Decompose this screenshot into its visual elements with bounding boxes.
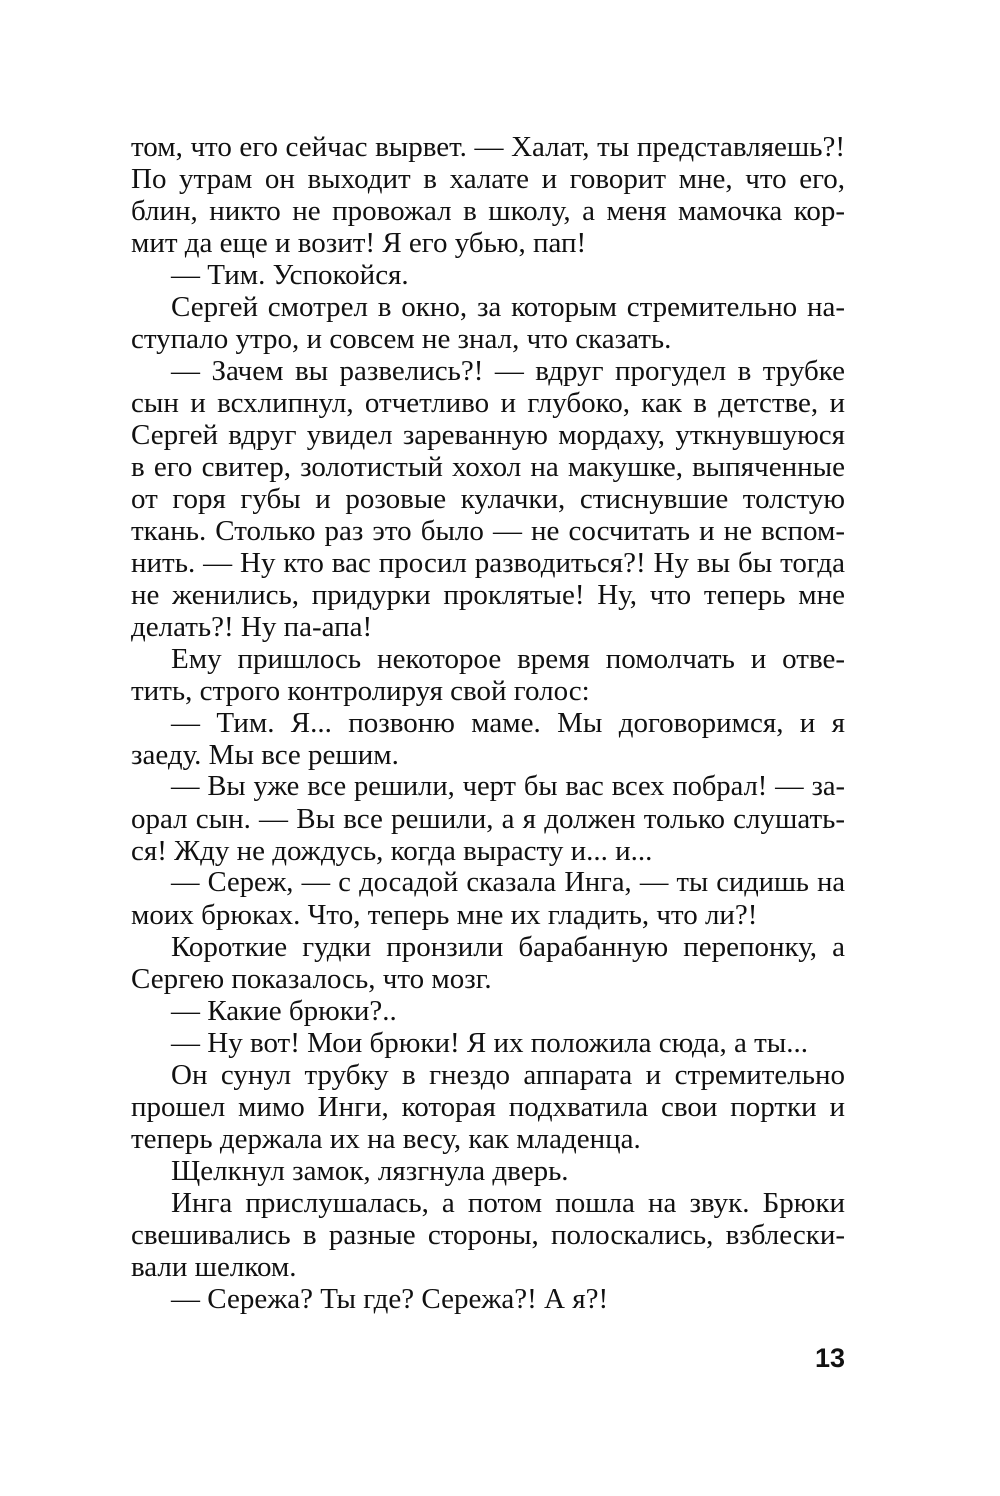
text-line: блин, никто не провожал в школу, а меня мамочка кор-	[131, 195, 845, 227]
text-line: Сергей смотрел в окно, за которым стремительно на-	[171, 291, 845, 323]
text-line: Ему пришлось некоторое время помолчать и отве-	[171, 643, 845, 675]
text-line: — Ну вот! Мои брюки! Я их положила сюда, а ты...	[171, 1027, 809, 1059]
text-line: — Какие брюки?..	[171, 995, 397, 1027]
text-line: не женились, придурки проклятые! Ну, что теперь мне	[131, 579, 845, 611]
text-line: моих брюках. Что, теперь мне их гладить, что ли?!	[131, 899, 758, 931]
text-line: — Вы уже все решили, черт бы вас всех побрал! — за-	[171, 771, 845, 802]
text-line: — Зачем вы развелись?! — вдруг прогудел в трубке	[171, 355, 845, 387]
text-line: — Сережа? Ты где? Сережа?! А я?!	[171, 1283, 609, 1315]
text-line: от горя губы и розовые кулачки, стиснувшие толстую	[131, 483, 845, 515]
text-line: ткань. Столько раз это было — не сосчитать и не вспом-	[131, 515, 845, 547]
text-line: свешивались в разные стороны, полоскались, взблески-	[131, 1219, 845, 1251]
text-line: Сергей вдруг увидел зареванную мордаху, уткнувшуюся	[131, 419, 845, 451]
text-line: Инга прислушалась, а потом пошла на звук. Брюки	[171, 1187, 845, 1219]
text-line: По утрам он выходит в халате и говорит мне, что его,	[131, 163, 845, 195]
text-line: тить, строго контролируя свой голос:	[131, 675, 590, 707]
text-line: вали шелком.	[131, 1251, 297, 1283]
text-line: орал сын. — Вы все решили, а я должен только слушать-	[131, 803, 845, 835]
page-number: 13	[814, 1343, 845, 1373]
text-line: ся! Жду не дождусь, когда вырасту и... и...	[131, 835, 653, 867]
body-text	[131, 131, 845, 1315]
text-line: том, что его сейчас вырвет. — Халат, ты представляешь?!	[131, 131, 845, 163]
text-line: мит да еще и возит! Я его убью, пап!	[131, 227, 587, 259]
text-line: сын и всхлипнул, отчетливо и глубоко, как в детстве, и	[131, 387, 845, 419]
text-line: ступало утро, и совсем не знал, что сказать.	[131, 323, 672, 355]
text-line: прошел мимо Инги, которая подхватила свои портки и	[131, 1091, 845, 1123]
text-line: делать?! Ну па-апа!	[131, 611, 373, 643]
text-line: теперь держала их на весу, как младенца.	[131, 1123, 641, 1155]
text-line: — Сереж, — с досадой сказала Инга, — ты сидишь на	[171, 867, 845, 898]
text-line: Короткие гудки пронзили барабанную перепонку, а	[171, 931, 845, 963]
text-line: Он сунул трубку в гнездо аппарата и стремительно	[171, 1059, 845, 1091]
text-line: Сергею показалось, что мозг.	[131, 963, 492, 995]
text-line: Щелкнул замок, лязгнула дверь.	[171, 1155, 569, 1187]
text-line: в его свитер, золотистый хохол на макушке, выпяченные	[131, 451, 845, 483]
text-line: — Тим. Успокойся.	[171, 259, 409, 291]
text-line: — Тим. Я... позвоню маме. Мы договоримся, и я	[171, 707, 845, 739]
text-line: заеду. Мы все решим.	[131, 739, 399, 771]
text-line: нить. — Ну кто вас просил разводиться?! Ну вы бы тогда	[131, 547, 845, 579]
